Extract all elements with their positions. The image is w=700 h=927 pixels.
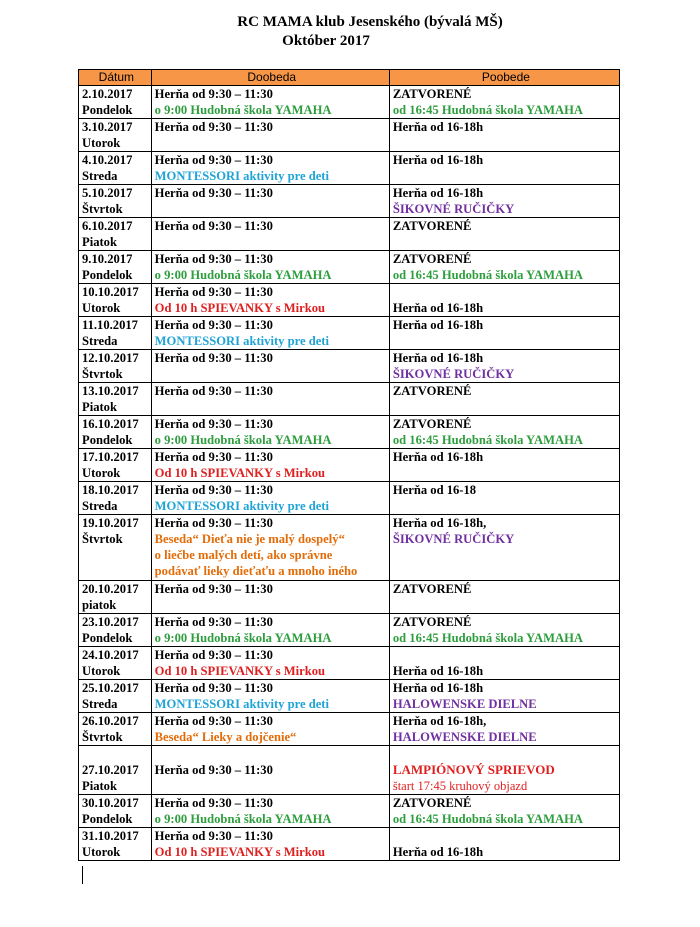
morning-activity: Beseda“ Dieťa nie je malý dospelý“ (154, 532, 345, 546)
morning-activity: Herňa od 9:30 – 11:30 (154, 714, 273, 728)
date-text: 18.10.2017 (82, 483, 139, 497)
afternoon-cell (389, 795, 619, 828)
date-text: 26.10.2017 (82, 714, 139, 728)
morning-activity: o 9:00 Hudobná škola YAMAHA (154, 433, 332, 447)
afternoon-activity: Herňa od 16-18h (392, 318, 484, 332)
afternoon-cell (389, 383, 619, 416)
afternoon-activity (393, 284, 619, 300)
day-text: piatok (82, 598, 117, 612)
afternoon-cell (389, 251, 619, 284)
date-cell (79, 383, 152, 416)
schedule-rows (79, 86, 620, 861)
morning-activity: Herňa od 9:30 – 11:30 (154, 252, 273, 266)
afternoon-cell (389, 482, 619, 515)
afternoon-activity: od 16:45 Hudobná škola YAMAHA (392, 433, 583, 447)
morning-activity: MONTESSORI aktivity pre deti (154, 334, 330, 348)
morning-cell (151, 284, 389, 317)
morning-cell (151, 317, 389, 350)
morning-cell (151, 119, 389, 152)
afternoon-activity: ZATVORENÉ (392, 219, 472, 233)
table-row (79, 647, 620, 680)
day-text: Piatok (82, 400, 117, 414)
morning-cell (151, 383, 389, 416)
day-text: Štvrtok (82, 532, 123, 546)
afternoon-activity: od 16:45 Hudobná škola YAMAHA (392, 103, 583, 117)
morning-activity: Herňa od 9:30 – 11:30 (154, 87, 273, 101)
date-text: 10.10.2017 (82, 285, 139, 299)
morning-activity: Od 10 h SPIEVANKY s Mirkou (154, 845, 326, 859)
morning-cell (151, 350, 389, 383)
afternoon-cell (389, 680, 619, 713)
afternoon-activity: od 16:45 Hudobná škola YAMAHA (392, 268, 583, 282)
morning-activity: Herňa od 9:30 – 11:30 (154, 285, 273, 299)
document-title: RC MAMA klub Jesenského (bývalá MŠ) (237, 14, 503, 30)
table-row (79, 86, 620, 119)
date-text: 12.10.2017 (82, 351, 139, 365)
table-row (79, 746, 620, 795)
afternoon-activity: Herňa od 16-18h (392, 186, 484, 200)
morning-activity: Od 10 h SPIEVANKY s Mirkou (154, 664, 326, 678)
table-row (79, 482, 620, 515)
day-text: Streda (82, 334, 118, 348)
date-cell (79, 218, 152, 251)
afternoon-cell (389, 449, 619, 482)
date-cell (79, 86, 152, 119)
table-header-row (79, 70, 620, 86)
table-row (79, 614, 620, 647)
day-text: Streda (82, 697, 118, 711)
date-text: 11.10.2017 (82, 318, 138, 332)
day-text: Utorok (82, 664, 121, 678)
date-text: 2.10.2017 (82, 87, 133, 101)
date-text: 20.10.2017 (82, 582, 139, 596)
afternoon-cell (389, 185, 619, 218)
afternoon-cell (389, 647, 619, 680)
morning-activity: Herňa od 9:30 – 11:30 (154, 615, 273, 629)
afternoon-activity: štart 17:45 kruhový objazd (392, 779, 528, 793)
afternoon-activity: ZATVORENÉ (392, 582, 472, 596)
day-text: Piatok (82, 779, 117, 793)
table-row (79, 284, 620, 317)
afternoon-activity: ŠIKOVNÉ RUČIČKY (392, 367, 515, 381)
morning-activity: Herňa od 9:30 – 11:30 (154, 796, 273, 810)
morning-activity: MONTESSORI aktivity pre deti (154, 697, 330, 711)
morning-cell (151, 416, 389, 449)
afternoon-cell (389, 317, 619, 350)
afternoon-activity: od 16:45 Hudobná škola YAMAHA (392, 812, 583, 826)
table-row (79, 680, 620, 713)
date-cell (79, 680, 152, 713)
afternoon-activity: Herňa od 16-18h (392, 450, 484, 464)
day-text: Pondelok (82, 103, 133, 117)
morning-activity: o 9:00 Hudobná škola YAMAHA (154, 631, 332, 645)
day-text: Utorok (82, 466, 121, 480)
afternoon-cell (389, 515, 619, 581)
morning-cell (151, 86, 389, 119)
afternoon-activity: Herňa od 16-18h (392, 351, 484, 365)
afternoon-activity: ZATVORENÉ (392, 87, 472, 101)
date-text: 25.10.2017 (82, 681, 139, 695)
morning-activity: Herňa od 9:30 – 11:30 (154, 450, 273, 464)
afternoon-activity: Herňa od 16-18h, (392, 714, 487, 728)
afternoon-activity: Herňa od 16-18h (392, 120, 484, 134)
table-row (79, 581, 620, 614)
morning-activity: o liečbe malých detí, ako správne (154, 548, 333, 562)
date-text: 4.10.2017 (82, 153, 133, 167)
text-cursor (82, 866, 83, 884)
date-text: 23.10.2017 (82, 615, 139, 629)
morning-activity: Od 10 h SPIEVANKY s Mirkou (154, 301, 326, 315)
afternoon-activity: ZATVORENÉ (392, 615, 472, 629)
date-cell (79, 713, 152, 746)
afternoon-activity: od 16:45 Hudobná škola YAMAHA (392, 631, 583, 645)
day-text: Streda (82, 499, 118, 513)
morning-activity: podávať lieky dieťaťu a mnoho iného (154, 564, 358, 578)
header-date: Dátum (79, 70, 152, 86)
afternoon-activity: LAMPIÓNOVÝ SPRIEVOD (392, 762, 555, 777)
afternoon-cell (389, 581, 619, 614)
day-text: Streda (82, 169, 118, 183)
afternoon-activity: ŠIKOVNÉ RUČIČKY (392, 532, 515, 546)
afternoon-activity: Herňa od 16-18h (392, 681, 484, 695)
date-text: 13.10.2017 (82, 384, 139, 398)
day-text: Pondelok (82, 268, 133, 282)
morning-activity: Herňa od 9:30 – 11:30 (154, 351, 273, 365)
afternoon-cell (389, 828, 619, 861)
morning-cell (151, 828, 389, 861)
morning-cell (151, 218, 389, 251)
morning-cell (151, 515, 389, 581)
date-cell (79, 746, 152, 795)
morning-cell (151, 614, 389, 647)
header-morning: Doobeda (151, 70, 389, 86)
afternoon-cell (389, 713, 619, 746)
table-row (79, 416, 620, 449)
afternoon-activity: HALOWENSKE DIELNE (392, 697, 537, 711)
date-text: 5.10.2017 (82, 186, 133, 200)
date-text: 19.10.2017 (82, 516, 139, 530)
afternoon-cell (389, 416, 619, 449)
afternoon-cell (389, 218, 619, 251)
date-cell (79, 284, 152, 317)
day-text: Pondelok (82, 433, 133, 447)
afternoon-cell (389, 614, 619, 647)
header-afternoon: Poobede (389, 70, 619, 86)
date-cell (79, 449, 152, 482)
date-text: 31.10.2017 (82, 829, 139, 843)
morning-activity: Herňa od 9:30 – 11:30 (154, 829, 273, 843)
afternoon-cell (389, 350, 619, 383)
morning-activity: Herňa od 9:30 – 11:30 (154, 318, 273, 332)
morning-activity: Herňa od 9:30 – 11:30 (154, 219, 273, 233)
afternoon-cell (389, 119, 619, 152)
afternoon-activity: ŠIKOVNÉ RUČIČKY (392, 202, 515, 216)
date-cell (79, 350, 152, 383)
morning-activity: o 9:00 Hudobná škola YAMAHA (154, 268, 332, 282)
table-row (79, 350, 620, 383)
table-row (79, 795, 620, 828)
morning-cell (151, 482, 389, 515)
morning-activity: Herňa od 9:30 – 11:30 (154, 186, 273, 200)
date-cell (79, 317, 152, 350)
date-cell (79, 416, 152, 449)
date-cell (79, 795, 152, 828)
morning-activity: o 9:00 Hudobná škola YAMAHA (154, 812, 332, 826)
afternoon-activity (393, 828, 619, 844)
morning-cell (151, 647, 389, 680)
afternoon-activity: Herňa od 16-18h, (392, 516, 487, 530)
afternoon-activity: ZATVORENÉ (392, 417, 472, 431)
morning-activity: o 9:00 Hudobná škola YAMAHA (154, 103, 332, 117)
day-text: Štvrtok (82, 367, 123, 381)
table-row (79, 152, 620, 185)
morning-activity: Herňa od 9:30 – 11:30 (154, 483, 273, 497)
morning-cell (151, 795, 389, 828)
table-row (79, 828, 620, 861)
schedule-table (78, 69, 620, 861)
date-text: 16.10.2017 (82, 417, 139, 431)
morning-activity: Herňa od 9:30 – 11:30 (154, 384, 273, 398)
day-text: Utorok (82, 136, 121, 150)
afternoon-activity (393, 647, 619, 663)
morning-cell (151, 746, 389, 795)
table-row (79, 218, 620, 251)
date-text: 9.10.2017 (82, 252, 133, 266)
afternoon-activity (393, 746, 619, 762)
date-text: 30.10.2017 (82, 796, 139, 810)
morning-activity: Herňa od 9:30 – 11:30 (154, 120, 273, 134)
morning-activity: MONTESSORI aktivity pre deti (154, 499, 330, 513)
table-row (79, 317, 620, 350)
afternoon-activity: Herňa od 16-18h (392, 664, 484, 678)
morning-activity: Herňa od 9:30 – 11:30 (154, 648, 273, 662)
table-row (79, 449, 620, 482)
date-text: 6.10.2017 (82, 219, 133, 233)
afternoon-activity: ZATVORENÉ (392, 796, 472, 810)
table-row (79, 383, 620, 416)
afternoon-activity: Herňa od 16-18 (392, 483, 477, 497)
date-cell (79, 515, 152, 581)
morning-cell (151, 152, 389, 185)
afternoon-cell (389, 746, 619, 795)
date-cell (79, 152, 152, 185)
morning-cell (151, 680, 389, 713)
morning-activity: Beseda“ Lieky a dojčenie“ (154, 730, 297, 744)
day-text: Štvrtok (82, 202, 123, 216)
morning-cell (151, 251, 389, 284)
date-cell (79, 614, 152, 647)
date-cell (79, 581, 152, 614)
morning-activity: Herňa od 9:30 – 11:30 (154, 681, 273, 695)
date-cell (79, 119, 152, 152)
date-cell (79, 647, 152, 680)
date-text: 27.10.2017 (82, 763, 139, 777)
afternoon-activity: Herňa od 16-18h (392, 153, 484, 167)
morning-cell (151, 713, 389, 746)
table-row (79, 119, 620, 152)
date-cell (79, 828, 152, 861)
table-row (79, 713, 620, 746)
afternoon-activity: ZATVORENÉ (392, 384, 472, 398)
afternoon-activity: Herňa od 16-18h (392, 845, 484, 859)
date-text: 17.10.2017 (82, 450, 139, 464)
morning-activity: Herňa od 9:30 – 11:30 (154, 582, 273, 596)
afternoon-cell (389, 152, 619, 185)
morning-activity: Herňa od 9:30 – 11:30 (154, 516, 273, 530)
afternoon-cell (389, 284, 619, 317)
afternoon-activity: HALOWENSKE DIELNE (392, 730, 537, 744)
document-subtitle: Október 2017 (282, 33, 370, 49)
afternoon-cell (389, 86, 619, 119)
day-text: Štvrtok (82, 730, 123, 744)
day-text: Utorok (82, 301, 121, 315)
morning-cell (151, 185, 389, 218)
morning-cell (151, 449, 389, 482)
date-text: 3.10.2017 (82, 120, 133, 134)
morning-activity: Herňa od 9:30 – 11:30 (154, 763, 273, 777)
afternoon-activity: ZATVORENÉ (392, 252, 472, 266)
morning-cell (151, 581, 389, 614)
date-cell (79, 251, 152, 284)
morning-activity: Herňa od 9:30 – 11:30 (154, 417, 273, 431)
day-text: Pondelok (82, 812, 133, 826)
table-row (79, 515, 620, 581)
table-row (79, 251, 620, 284)
date-cell (79, 482, 152, 515)
date-cell (79, 185, 152, 218)
day-text: Pondelok (82, 631, 133, 645)
morning-activity: MONTESSORI aktivity pre deti (154, 169, 330, 183)
day-text: Utorok (82, 845, 121, 859)
morning-activity (155, 746, 389, 762)
day-text: Piatok (82, 235, 117, 249)
table-row (79, 185, 620, 218)
morning-activity: Herňa od 9:30 – 11:30 (154, 153, 273, 167)
morning-activity: Od 10 h SPIEVANKY s Mirkou (154, 466, 326, 480)
date-text: 24.10.2017 (82, 648, 139, 662)
afternoon-activity: Herňa od 16-18h (392, 301, 484, 315)
